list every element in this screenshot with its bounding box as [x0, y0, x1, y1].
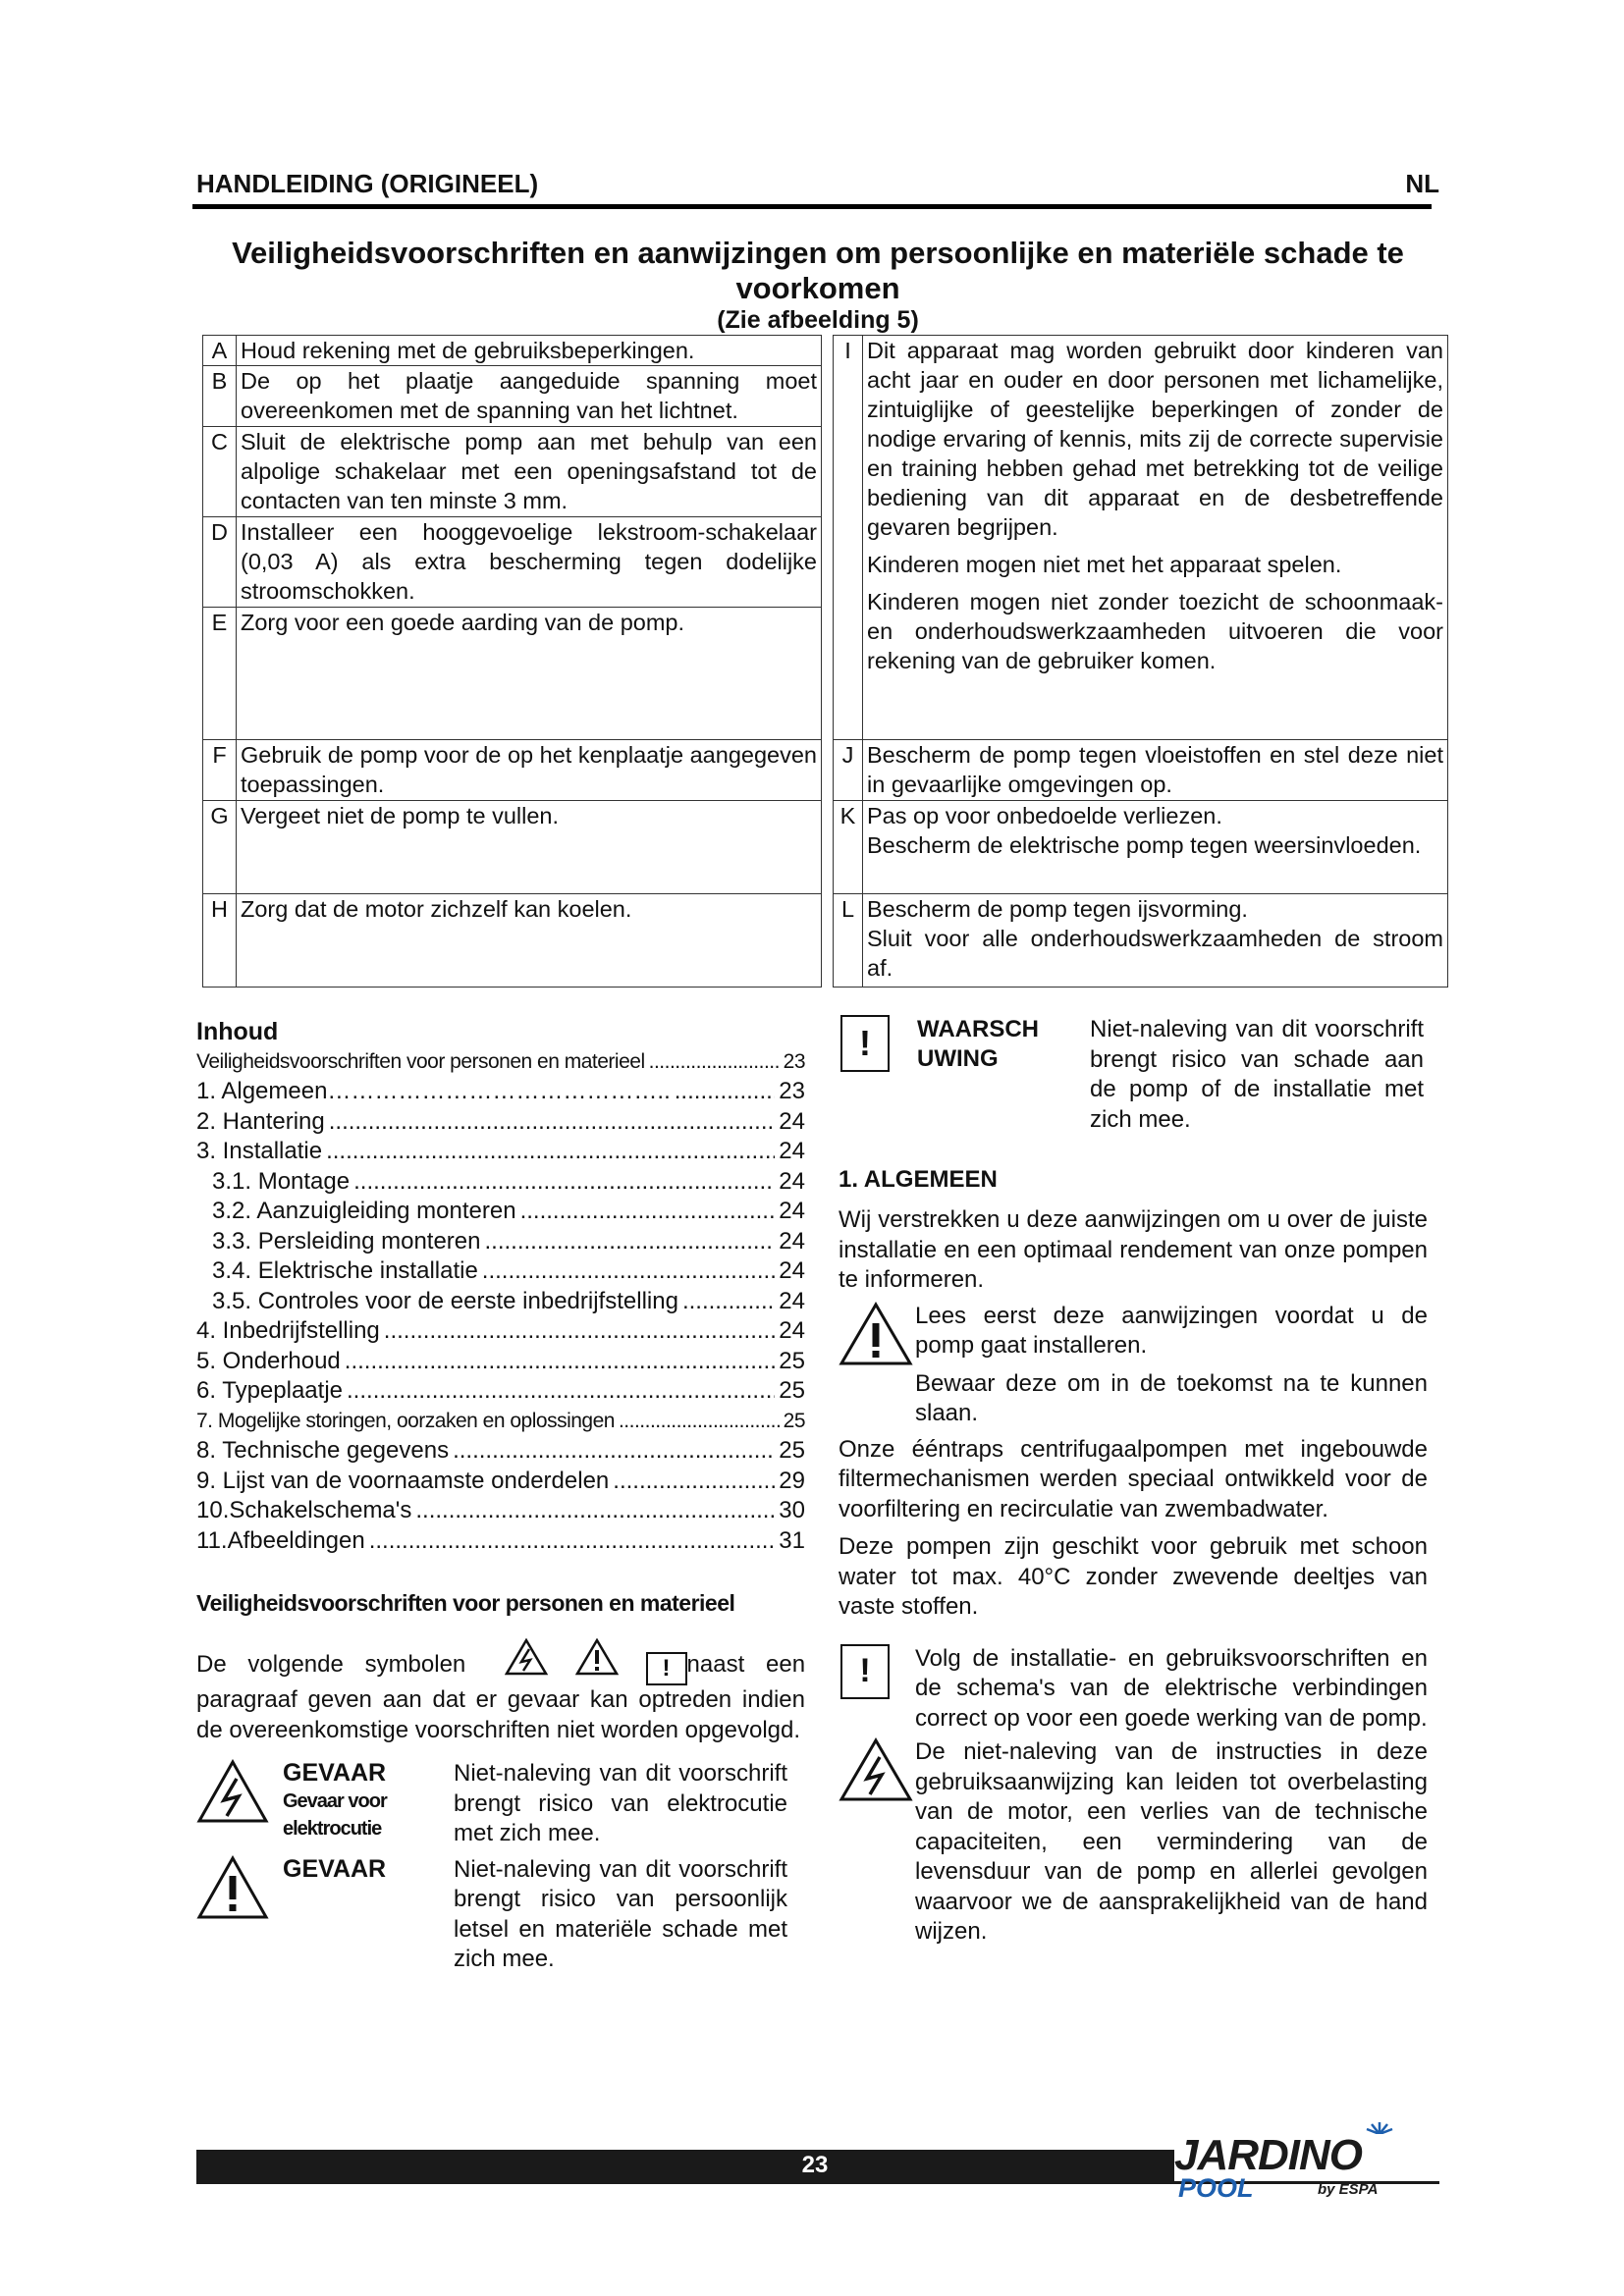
danger-title: GEVAAR: [283, 1759, 387, 1788]
algemeen-para-7: De niet-naleving van de instructies in deze gebruiksaanwijzing kan leiden tot overbelasting van de motor, een verlies van de technische capaciteiten, een vermindering van de levensduur van de pomp en allerlei gevolgen waarvoor we de aansprakelijkheid van de hand wijzen.: [915, 1738, 1428, 1945]
rule-l: [863, 894, 1448, 988]
electric-hazard-icon: [505, 1638, 548, 1676]
warning-block: [839, 1015, 1428, 1135]
toc-item: 7. Mogelijke storingen, oorzaken en oplossingen ..... 25: [196, 1407, 805, 1437]
toc-item: 5. Onderhoud ..... 25: [196, 1347, 805, 1377]
algemeen-para-5: Deze pompen zijn geschikt voor gebruik met schoon water tot max. 40°C zonder zwevende deeltjes van vaste stoffen.: [839, 1533, 1428, 1620]
rule-letter: C: [203, 427, 237, 517]
danger-general-row: [196, 1855, 805, 1975]
logo-sparkle-icon: [1366, 2120, 1393, 2134]
safety-rules-table: [202, 335, 1448, 988]
safety-intro-text-2: naast een paragraaf geven aan dat er gevaar kan optreden indien de overeenkomstige voorschriften niet worden opgevolgd.: [196, 1651, 806, 1743]
danger-general-text: Niet-naleving van dit voorschrift brengt risico van persoonlijk letsel en materiële schade met zich mee.: [454, 1855, 787, 1973]
rule-g: Vergeet niet de pomp te vullen.: [237, 801, 822, 894]
electric-hazard-icon: [839, 1737, 913, 1802]
danger-electric-text: Niet-naleving van dit voorschrift brengt risico van elektrocutie met zich mee.: [454, 1760, 787, 1847]
safety-section: [196, 1590, 805, 1975]
header-language: NL: [1405, 169, 1439, 198]
toc-item: 3.3. Persleiding monteren ..... 24: [196, 1227, 805, 1257]
rule-l-text-2: Sluit voor alle onderhoudswerkzaamheden de stroom af.: [867, 926, 1443, 981]
toc-item: 3.2. Aanzuigleiding monteren ..... 24: [196, 1197, 805, 1227]
toc-item: 3.4. Elektrische installatie ..... 24: [196, 1256, 805, 1287]
logo-brand: JARDINO: [1174, 2131, 1363, 2179]
toc-item: 3.5. Controles voor de eerste inbedrijfstelling ..... 24: [196, 1287, 805, 1317]
rule-letter: A: [203, 336, 237, 366]
safety-intro-text: De volgende symbolen: [196, 1651, 466, 1678]
toc-item: 8. Technische gegevens ..... 25: [196, 1436, 805, 1467]
electric-hazard-icon: [196, 1759, 269, 1824]
rule-f: Gebruik de pomp voor de op het kenplaatje aangegeven toepassingen.: [237, 740, 822, 801]
page-title: Veiligheidsvoorschriften en aanwijzingen om persoonlijke en materiële schade te voorkomen: [232, 236, 1404, 305]
rule-a: Houd rekening met de gebruiksbeperkingen.: [237, 336, 822, 366]
safety-heading: Veiligheidsvoorschriften voor personen en materieel: [196, 1590, 735, 1616]
rule-l-text-1: Bescherm de pomp tegen ijsvorming.: [867, 896, 1248, 922]
toc-item: 6. Typeplaatje ..... 25: [196, 1376, 805, 1407]
rule-i-text-1: Dit apparaat mag worden gebruikt door kinderen van acht jaar en ouder en door personen met lichamelijke, zintuiglijke of geestelijke beperkingen of zonder de nodige ervaring of kennis, mits zij de correcte supervisie en training hebben gehad met betrekking tot de veilige bediening van dit apparaat en de desbetreffende gevaren begrijpen.: [867, 338, 1443, 540]
danger-electric-label: [283, 1759, 440, 1842]
rule-i: [863, 336, 1448, 740]
rule-letter: I: [834, 336, 863, 740]
page-header: [196, 169, 1439, 199]
rule-b: De op het plaatje aangeduide spanning moet overeenkomen met de spanning van het lichtnet.: [237, 366, 822, 427]
toc-item: 2. Hantering ..... 24: [196, 1107, 805, 1138]
toc-item: 3.1. Montage ..... 24: [196, 1167, 805, 1198]
rule-c: Sluit de elektrische pomp aan met behulp van een alpolige schakelaar met een openingsafstand tot de contacten van ten minste 3 mm.: [237, 427, 822, 517]
caution-box-icon: !: [840, 1644, 890, 1699]
rule-letter: J: [834, 740, 863, 801]
rule-letter: H: [203, 894, 237, 988]
rule-letter: E: [203, 608, 237, 740]
warning-triangle-icon: [196, 1855, 269, 1920]
rule-letter: G: [203, 801, 237, 894]
algemeen-caution-row: [839, 1644, 1428, 1735]
warning-row: [839, 1015, 1428, 1135]
rule-letter: D: [203, 517, 237, 608]
warning-text: Niet-naleving van dit voorschrift brengt risico van schade aan de pomp of de installatie met zich mee.: [1090, 1016, 1424, 1133]
algemeen-section: [839, 1166, 1428, 1948]
algemeen-para-4: Onze ééntraps centrifugaalpompen met ingebouwde filtermechanismen werden speciaal ontwikkeld voor de voorfiltering en recirculatie van zwembadwater.: [839, 1435, 1428, 1522]
toc-item: 1. Algemeen…………………………………….. ..... 23: [196, 1077, 805, 1107]
rule-letter: L: [834, 894, 863, 988]
rule-i-text-2: Kinderen mogen niet met het apparaat spelen.: [867, 552, 1342, 577]
toc-item: 11.Afbeeldingen ..... 31: [196, 1526, 805, 1557]
rule-e: Zorg voor een goede aarding van de pomp.: [237, 608, 822, 740]
table-of-contents: [196, 1017, 805, 1556]
toc-item: Veiligheidsvoorschriften voor personen en materieel ..... 23: [196, 1047, 805, 1078]
logo-by: by ESPA: [1318, 2181, 1379, 2198]
rule-h: Zorg dat de motor zichzelf kan koelen.: [237, 894, 822, 988]
safety-intro: [196, 1638, 805, 1745]
rule-letter: K: [834, 801, 863, 894]
caution-box-icon: !: [646, 1652, 687, 1685]
rule-k: [863, 801, 1448, 894]
brand-logo: [1174, 2120, 1444, 2203]
logo-sub: POOL: [1178, 2173, 1254, 2203]
rule-k-text-2: Bescherm de elektrische pomp tegen weersinvloeden.: [867, 832, 1422, 858]
caution-box-icon: !: [840, 1015, 890, 1072]
danger-subtitle: Gevaar voor elektrocutie: [283, 1790, 387, 1841]
page-subtitle: (Zie afbeelding 5): [717, 306, 919, 334]
algemeen-para-6: Volg de installatie- en gebruiksvoorschriften en de schema's van de elektrische verbindingen correct op voor een goede werking van de pomp.: [915, 1644, 1428, 1732]
toc-item: 10.Schakelschema's ..... 30: [196, 1496, 805, 1526]
page-number: 23: [801, 2152, 829, 2178]
caution-icon-slot: [839, 1644, 913, 1699]
toc-item: 4. Inbedrijfstelling ..... 24: [196, 1316, 805, 1347]
toc-item: 9. Lijst van de voornaamste onderdelen ..... 29: [196, 1467, 805, 1497]
rule-k-text-1: Pas op voor onbedoelde verliezen.: [867, 803, 1222, 828]
algemeen-para-3: Bewaar deze om in de toekomst na te kunnen slaan.: [915, 1369, 1428, 1426]
algemeen-heading: 1. ALGEMEEN: [839, 1166, 998, 1193]
rule-d: Installeer een hooggevoelige lekstroom-schakelaar (0,03 A) als extra bescherming tegen dodelijke stroomschokken.: [237, 517, 822, 608]
toc-item: 3. Installatie ..... 24: [196, 1137, 805, 1167]
header-title: HANDLEIDING (ORIGINEEL): [196, 169, 539, 198]
rule-j: Bescherm de pomp tegen vloeistoffen en stel deze niet in gevaarlijke omgevingen op.: [863, 740, 1448, 801]
danger-title: GEVAAR: [283, 1854, 387, 1883]
warning-triangle-icon: [839, 1302, 913, 1366]
rule-i-text-3: Kinderen mogen niet zonder toezicht de schoonmaak- en onderhoudswerkzaamheden uitvoeren die voor rekening van de gebruiker komen.: [867, 589, 1443, 673]
danger-electric-row: [196, 1759, 805, 1849]
algemeen-para-2: Lees eerst deze aanwijzingen voordat u de pomp gaat installeren.: [915, 1302, 1428, 1359]
warning-triangle-icon: [575, 1638, 619, 1676]
algemeen-electric-row: [839, 1737, 1428, 1948]
header-rule: [192, 204, 1432, 209]
rule-letter: F: [203, 740, 237, 801]
rule-letter: B: [203, 366, 237, 427]
algemeen-para-1: Wij verstrekken u deze aanwijzingen om u over de juiste installatie en een optimaal rendement van onze pompen te informeren.: [839, 1206, 1428, 1293]
algemeen-install-notes: [915, 1302, 1428, 1429]
algemeen-warning-row: [839, 1302, 1428, 1429]
warning-title: WAARSCH UWING: [917, 1016, 1039, 1072]
toc-heading: Inhoud: [196, 1018, 279, 1045]
